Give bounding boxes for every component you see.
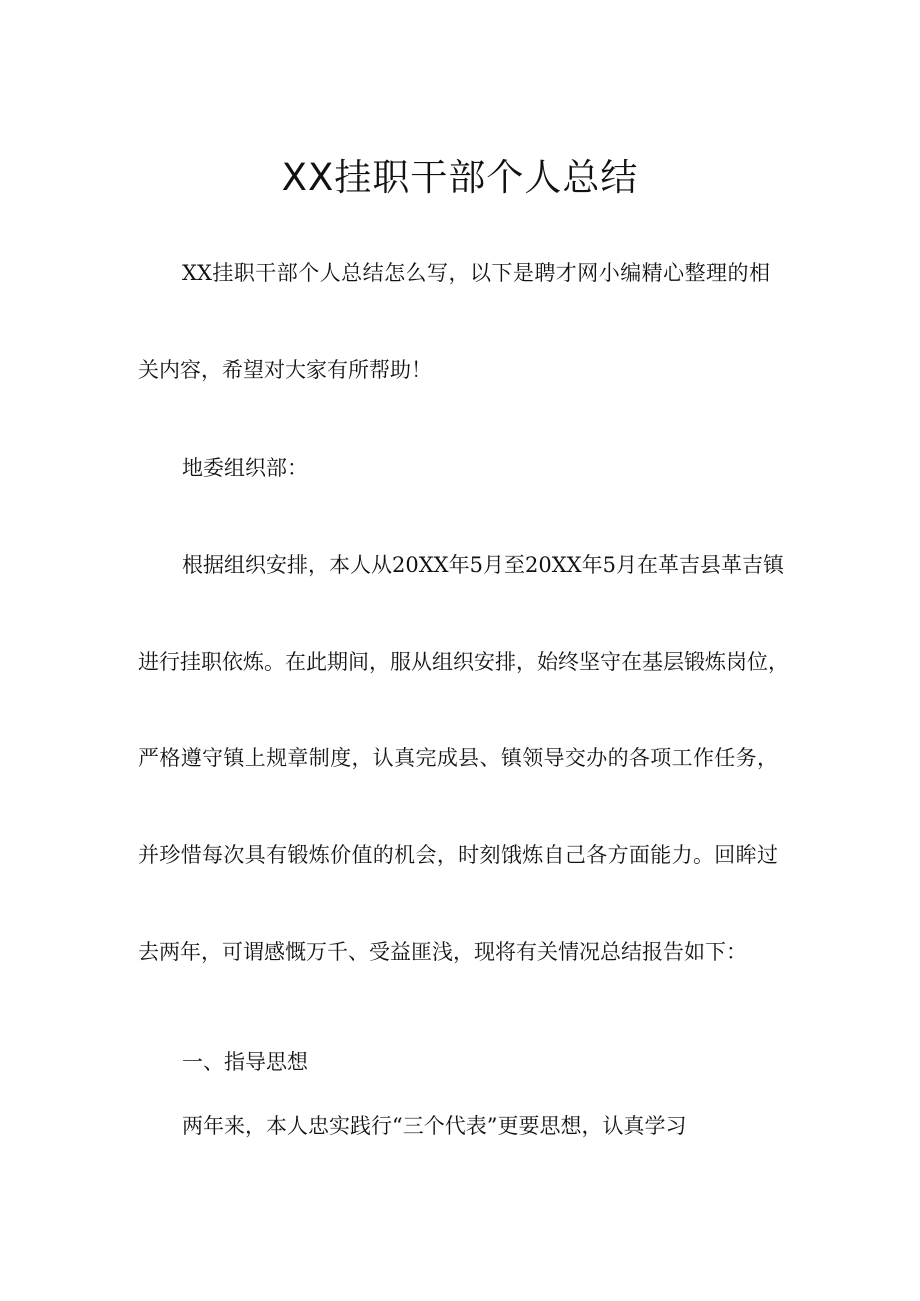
body-line-3: 严格遵守镇上规章制度，认真完成县、镇领导交办的各项工作任务， bbox=[138, 746, 778, 770]
salutation: 地委组织部： bbox=[182, 456, 308, 480]
section-text-1: 两年来，本人忠实践行“三个代表”更要思想，认真学习 bbox=[182, 1114, 687, 1138]
body-line-1: 根据组织安排，本人从20XX年5月至20XX年5月在革吉县革吉镇 bbox=[182, 553, 784, 577]
intro-line-2: 关内容，希望对大家有所帮助！ bbox=[138, 358, 432, 382]
body-line-5: 去两年，可谓感慨万千、受益匪浅，现将有关情况总结报告如下： bbox=[138, 940, 747, 964]
body-line-4: 并珍惜每次具有锻炼价值的机会，时刻饿炼自己各方面能力。回眸过 bbox=[138, 843, 778, 867]
document-title: XX挂职干部个人总结 bbox=[281, 156, 639, 199]
body-line-2: 进行挂职依炼。在此期间，服从组织安排，始终坚守在基层锻炼岗位， bbox=[138, 650, 789, 674]
intro-line-1: XX挂职干部个人总结怎么写，以下是聘才网小编精心整理的相 bbox=[182, 261, 770, 285]
section-heading-1: 一、指导思想 bbox=[182, 1050, 308, 1074]
